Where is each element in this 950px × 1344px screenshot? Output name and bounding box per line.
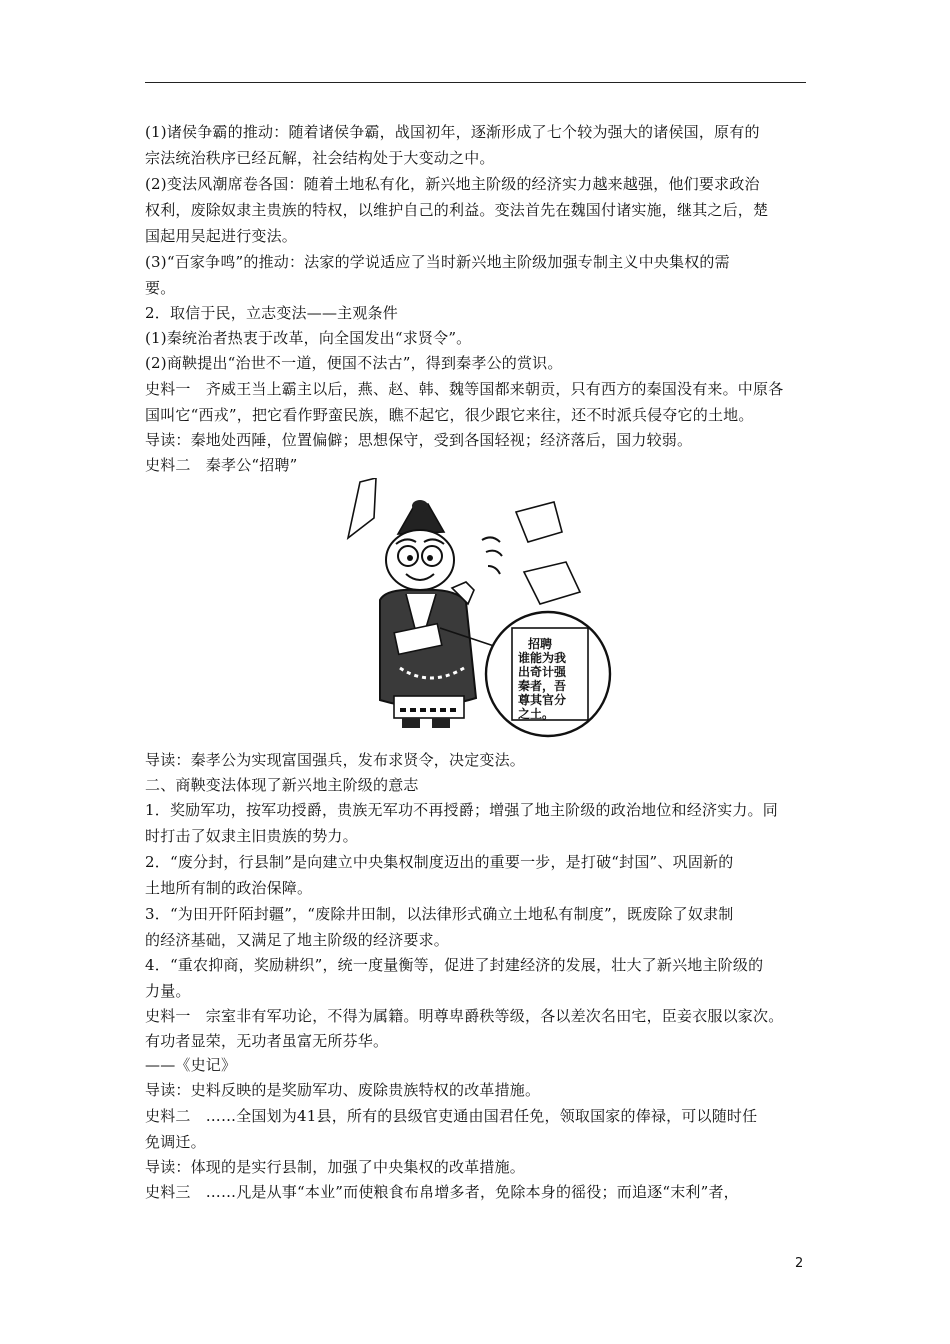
motion-mark	[482, 537, 500, 542]
text-line: 国叫它“西戎”，把它看作野蛮民族，瞧不起它，很少跟它来往，还不时派兵侵夺它的土地。	[145, 406, 754, 424]
text-line: 史料一 齐威王当上霸主以后，燕、赵、韩、魏等国都来朝贡，只有西方的秦国没有来。中原各	[145, 380, 784, 398]
notice-line: 之土。	[518, 707, 555, 721]
text-line: 史料三 ……凡是从事“本业”而使粮食布帛增多者，免除本身的徭役；而追逐“末利”者，	[145, 1183, 739, 1201]
text-line: 要。	[145, 279, 176, 297]
qin-xiaogong-recruitment-cartoon	[340, 478, 612, 740]
text-line: 国起用吴起进行变法。	[145, 227, 298, 245]
text-line: 的经济基础，又满足了地主阶级的经济要求。	[145, 931, 450, 949]
shoe	[402, 718, 420, 728]
text-line: 2．“废分封，行县制”是向建立中央集权制度迈出的重要一步，是打破“封国”、巩固新的	[145, 853, 734, 871]
flying-paper	[524, 562, 580, 604]
text-line: 导读：秦孝公为实现富国强兵，发布求贤令，决定变法。	[145, 751, 526, 769]
cartoon-illustration	[340, 478, 612, 740]
text-line: 权利，废除奴隶主贵族的特权，以维护自己的利益。变法首先在魏国付诸实施，继其之后，楚	[145, 201, 769, 219]
text-line: 土地所有制的政治保障。	[145, 879, 313, 897]
text-line: 4．“重农抑商，奖励耕织”，统一度量衡等，促进了封建经济的发展，壮大了新兴地主阶级的	[145, 956, 764, 974]
notice-line: 尊其官分	[518, 693, 567, 707]
text-line: 3．“为田开阡陌封疆”，“废除井田制，以法律形式确立土地私有制度”，既废除了奴隶制	[145, 905, 734, 923]
text-line: 导读：体现的是实行县制，加强了中央集权的改革措施。	[145, 1158, 526, 1176]
notice-line: 招聘	[528, 637, 553, 651]
text-line: 有功者显荣，无功者虽富无所芬华。	[145, 1032, 389, 1050]
text-line: 宗法统治秩序已经瓦解，社会结构处于大变动之中。	[145, 149, 495, 167]
header-rule	[145, 82, 806, 83]
flying-paper	[516, 502, 562, 542]
text-line: 史料二 秦孝公“招聘”	[145, 456, 298, 474]
text-line: ——《史记》	[145, 1056, 237, 1074]
robe-hem	[394, 696, 464, 718]
hat-knot	[412, 500, 428, 512]
text-line: 史料一 宗室非有军功论，不得为属籍。明尊卑爵秩等级，各以差次名田宅，臣妾衣服以家次。	[145, 1007, 784, 1025]
text-line: (2)商鞅提出“治世不一道，便国不法古”，得到秦孝公的赏识。	[145, 354, 563, 372]
page-number: 2	[795, 1256, 804, 1271]
text-line: 二、商鞅变法体现了新兴地主阶级的意志	[145, 776, 419, 794]
text-line: 2．取信于民，立志变法——主观条件	[145, 304, 398, 322]
notice-line: 秦者，吾	[518, 679, 567, 693]
notice-line: 谁能为我	[518, 651, 567, 665]
text-line: 力量。	[145, 982, 191, 1000]
text-line: (3)“百家争鸣”的推动：法家的学说适应了当时新兴地主阶级加强专制主义中央集权的需	[145, 253, 730, 271]
text-line: 时打击了奴隶主旧贵族的势力。	[145, 827, 358, 845]
motion-mark	[488, 566, 500, 574]
text-line: (2)变法风潮席卷各国：随着土地私有化，新兴地主阶级的经济实力越来越强，他们要求政治	[145, 175, 760, 193]
notice-line: 出奇计强	[518, 665, 567, 679]
text-line: 免调迁。	[145, 1133, 206, 1151]
text-line: 导读：史料反映的是奖励军功、废除贵族特权的改革措施。	[145, 1081, 541, 1099]
flying-paper	[348, 478, 376, 538]
text-line: 1．奖励军功，按军功授爵，贵族无军功不再授爵；增强了地主阶级的政治地位和经济实力。同	[145, 801, 778, 819]
text-line: 导读：秦地处西陲，位置偏僻；思想保守，受到各国轻视；经济落后，国力较弱。	[145, 431, 693, 449]
motion-mark	[486, 551, 502, 556]
text-line: (1)诸侯争霸的推动：随着诸侯争霸，战国初年，逐渐形成了七个较为强大的诸侯国，原有的	[145, 123, 760, 141]
text-line: (1)秦统治者热衷于改革，向全国发出“求贤令”。	[145, 329, 472, 347]
text-line: 史料二 ……全国划为41县，所有的县级官吏通由国君任免，领取国家的俸禄，可以随时任	[145, 1107, 758, 1125]
shoe	[432, 718, 450, 728]
